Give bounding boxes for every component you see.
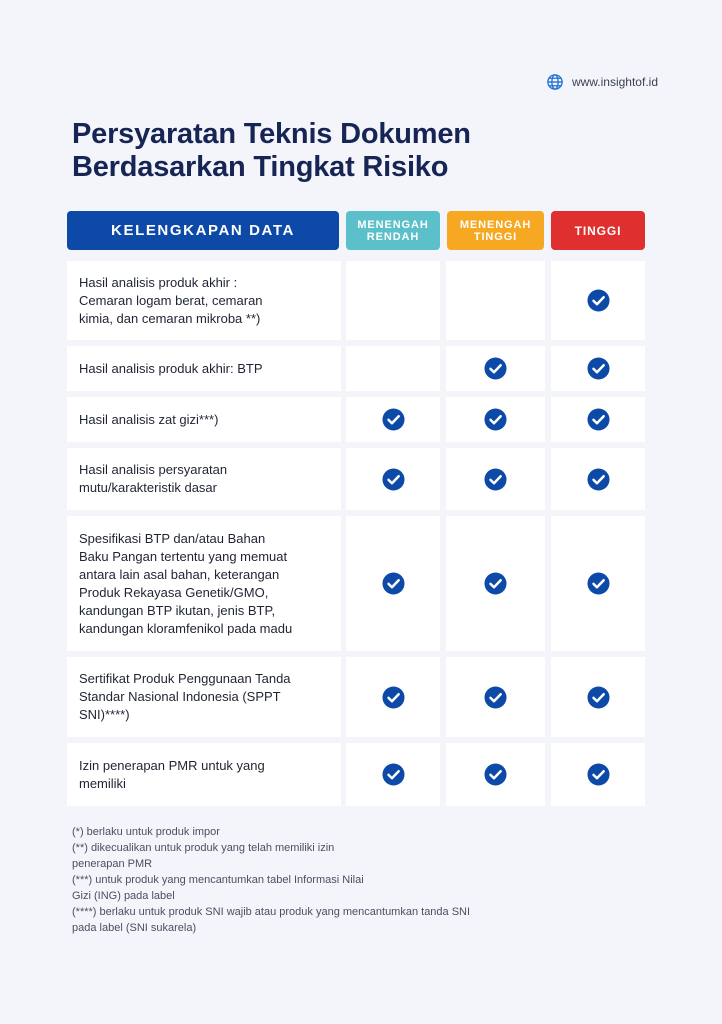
row-text: Sertifikat Produk Penggunaan Tanda Standar Nasional Indonesia (SPPT SNI)****) [79, 671, 291, 722]
footnote: (****) berlaku untuk produk SNI wajib atau produk yang mencantumkan tanda SNI pada label (SNI sukarela) [72, 906, 471, 934]
check-circle-icon [587, 357, 610, 380]
check-circle-icon [484, 408, 507, 431]
table-check-cell [551, 397, 645, 442]
check-circle-icon [382, 686, 405, 709]
check-circle-icon [587, 289, 610, 312]
table-row-label [67, 448, 341, 510]
table-check-cell [446, 448, 545, 510]
check-circle-icon [382, 408, 405, 431]
header-col1-line2: RENDAH [366, 230, 420, 243]
footnote: (***) untuk produk yang mencantumkan tabel Informasi Nilai Gizi (ING) pada label [72, 874, 364, 902]
globe-icon [546, 73, 564, 91]
row-text: Hasil analisis zat gizi***) [79, 411, 219, 427]
table-check-cell [551, 346, 645, 391]
check-circle-icon [382, 468, 405, 491]
table-check-cell [346, 261, 440, 340]
table-check-cell [346, 346, 440, 391]
table-check-cell [446, 397, 545, 442]
table-check-cell [446, 743, 545, 806]
title-line-2: Berdasarkan Tingkat Risiko [72, 151, 449, 183]
table-check-cell [346, 397, 440, 442]
table-check-cell [551, 743, 645, 806]
table-check-cell [346, 743, 440, 806]
header-menengah-tinggi [447, 211, 544, 250]
row-text: Hasil analisis produk akhir : Cemaran logam berat, cemaran kimia, dan cemaran mikroba **) [79, 274, 263, 326]
table-check-cell [446, 346, 545, 391]
table-row-label [67, 346, 341, 391]
page-title [72, 118, 471, 184]
header-col2-line1: MENENGAH [459, 218, 532, 231]
website-url: www.insightof.id [571, 75, 658, 89]
table-row-label [67, 743, 341, 806]
check-circle-icon [484, 686, 507, 709]
header-menengah-rendah [346, 211, 440, 250]
table-row-label [67, 261, 341, 340]
check-circle-icon [587, 572, 610, 595]
header-col2-line2: TINGGI [473, 230, 518, 243]
check-circle-icon [382, 763, 405, 786]
check-circle-icon [484, 763, 507, 786]
check-circle-icon [484, 357, 507, 380]
row-text: Hasil analisis persyaratan mutu/karakteristik dasar [79, 462, 228, 495]
check-circle-icon [587, 763, 610, 786]
check-circle-icon [587, 686, 610, 709]
row-text: Hasil analisis produk akhir: BTP [79, 360, 263, 376]
footnote: (*) berlaku untuk produk impor [72, 826, 220, 838]
header-kelengkapan-data: KELENGKAPAN DATA [67, 211, 339, 250]
footnotes [72, 824, 552, 936]
footnote: (**) dikecualikan untuk produk yang telah memiliki izin penerapan PMR [72, 842, 335, 870]
table-row-label [67, 657, 341, 737]
table-check-cell [551, 516, 645, 651]
website-link[interactable] [546, 73, 658, 91]
check-circle-icon [382, 572, 405, 595]
check-circle-icon [484, 572, 507, 595]
check-circle-icon [484, 468, 507, 491]
table-check-cell [446, 261, 545, 340]
table-check-cell [551, 261, 645, 340]
table-check-cell [346, 448, 440, 510]
table-row-label [67, 516, 341, 651]
table-check-cell [446, 516, 545, 651]
header-col1-line1: MENENGAH [357, 218, 429, 231]
table-check-cell [551, 657, 645, 737]
header-tinggi: TINGGI [551, 211, 645, 250]
table-row-label [67, 397, 341, 442]
title-line-1: Persyaratan Teknis Dokumen [72, 118, 471, 150]
row-text: Spesifikasi BTP dan/atau Bahan Baku Pangan tertentu yang memuat antara lain asal bahan, keterangan Produk Rekayasa Genetik/GMO, kandungan BTP ikutan, jenis BTP, kandungan kloramfenikol pada madu [79, 530, 293, 636]
table-check-cell [346, 516, 440, 651]
table-check-cell [446, 657, 545, 737]
check-circle-icon [587, 468, 610, 491]
table-check-cell [551, 448, 645, 510]
check-circle-icon [587, 408, 610, 431]
row-text: Izin penerapan PMR untuk yang memiliki [79, 757, 265, 791]
table-check-cell [346, 657, 440, 737]
